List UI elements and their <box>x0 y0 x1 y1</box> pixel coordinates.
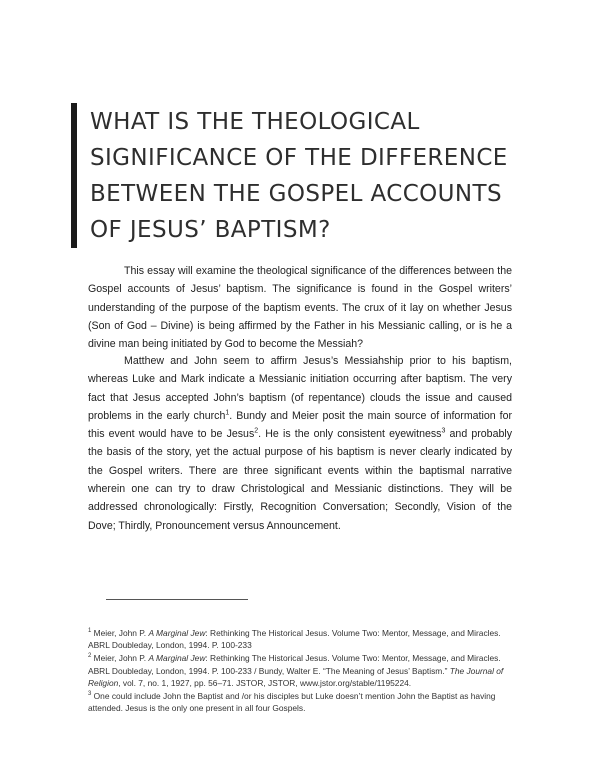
footnote-2-post[interactable]: , vol. 7, no. 1, 1927, pp. 56–71. JSTOR, JSTOR, www.jstor.org/stable/1195224. <box>118 677 412 688</box>
footnote-ref-3[interactable]: 3 <box>441 427 446 435</box>
footnote-ref-2[interactable]: 2 <box>254 427 259 435</box>
footnote-3-number: 3 <box>88 691 92 698</box>
footnote-3-text: One could include John the Baptist and /or his disciples but Luke doesn’t mention John the Baptist as having attended. Jesus is the only one present in all four Gospels. <box>88 691 496 714</box>
footnote-2-mid: : Rethinking The Historical Jesus. Volume Two: Mentor, Message, and Miracles. ABRL Doubleday, London, 1994. P. 100-233 / Bundy, Walter E. “The Meaning of Jesus’ Baptism.” <box>88 653 501 676</box>
footnote-3 <box>88 690 518 714</box>
footnote-separator <box>106 599 248 600</box>
paragraph-main-part2: . Bundy and Meier posit the main source of information for this event would have to be Jesus <box>88 409 513 441</box>
footnote-2-journal: The Journal of Religion <box>88 665 504 688</box>
footnote-2-pre: Meier, John P. <box>91 653 149 664</box>
footnote-1-number: 1 <box>88 628 92 635</box>
paragraph-main-part4: and probably the basis of the story, yet the actual purpose of his baptism is never clearly indicated by the Gospel writers. There are three significant events within the baptismal narrative wherein one can try to draw Christological and Messianic distinctions. They will be addressed chronologically: Firstly, Recognition Conversation; Secondly, Vision of the Dove; Thirdly, Pronouncement versus Announcement. <box>88 428 513 532</box>
footnote-ref-1[interactable]: 1 <box>225 409 230 417</box>
paragraph-main-part1: Matthew and John seem to affirm Jesus’s Messiahship prior to his baptism, whereas Luke and Mark indicate a Messianic initiation occurring after baptism. The very fact that Jesus accepted John’s baptism (of repentance) clouds the issue and caused problems in the early church <box>88 355 512 422</box>
title-line-3: BETWEEN THE GOSPEL ACCOUNTS <box>90 181 502 207</box>
paragraph-main-part3: . He is the only consistent eyewitness <box>258 428 442 441</box>
footnote-2 <box>88 652 518 689</box>
footnote-1 <box>88 627 518 651</box>
document-title <box>90 104 560 248</box>
title-accent-bar <box>71 103 77 248</box>
footnotes <box>88 627 518 715</box>
title-line-2: SIGNIFICANCE OF THE DIFFERENCE <box>90 145 508 171</box>
footnote-1-post: : Rethinking The Historical Jesus. Volume Two: Mentor, Message, and Miracles. ABRL Doubleday, London, 1994. P. 100-233 <box>88 628 501 651</box>
title-line-1: WHAT IS THE THEOLOGICAL <box>90 109 420 135</box>
paragraph-intro <box>88 262 512 353</box>
footnote-1-pre: Meier, John P. <box>91 628 149 638</box>
paragraph-main <box>88 352 512 535</box>
title-line-4: OF JESUS’ BAPTISM? <box>90 217 331 243</box>
footnote-2-number: 2 <box>88 653 92 660</box>
footnote-1-book-title: A Marginal Jew <box>148 628 206 638</box>
footnote-2-book-title: A Marginal Jew <box>148 653 206 664</box>
paragraph-intro-text: This essay will examine the theological significance of the differences between the Gospel accounts of Jesus’ baptism. The significance is found in the Gospel writers’ understanding of the purpose of the baptism events. The crux of it lay on whether Jesus (Son of God – Divine) is being affirmed by the Father in his Messianic calling, or is he a divine man being initiated by God to become the Messiah? <box>88 265 512 351</box>
